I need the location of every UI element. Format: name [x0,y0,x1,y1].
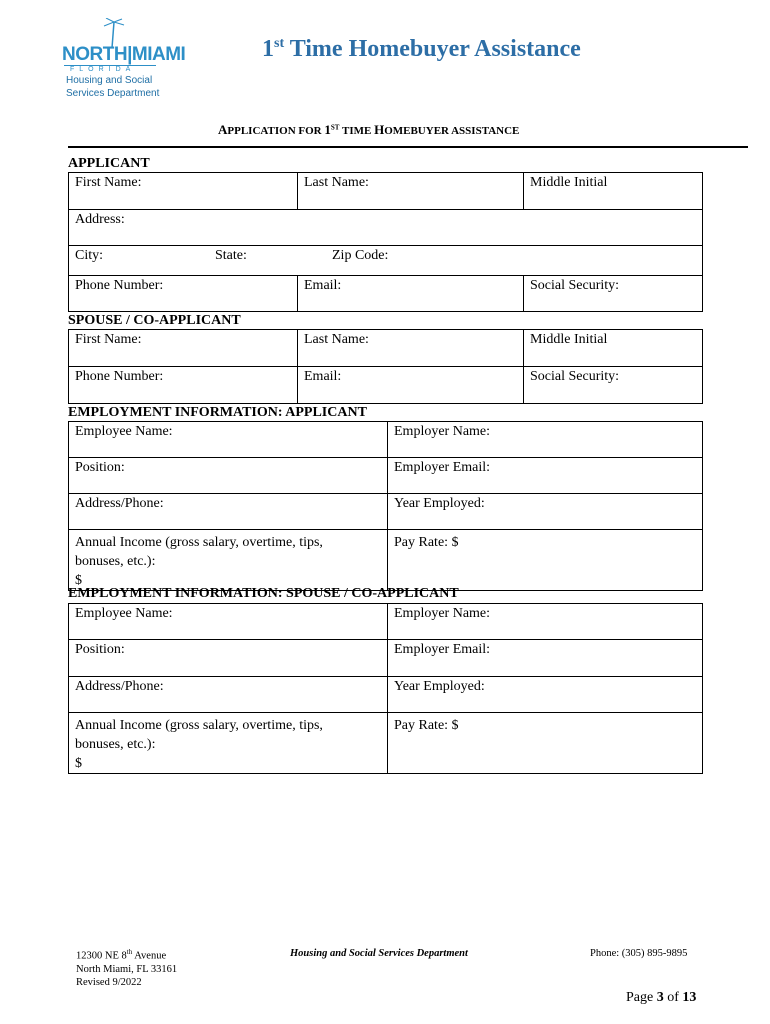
section-applicant: APPLICANT [68,156,150,171]
emp-applicant-address-phone[interactable]: Address/Phone: [69,494,388,530]
applicant-ssn[interactable]: Social Security: [524,276,703,312]
city-logo [62,18,186,100]
applicant-first-name[interactable]: First Name: [69,173,298,210]
section-employment-spouse: EMPLOYMENT INFORMATION: SPOUSE / CO-APPLICANT [68,586,459,601]
applicant-email[interactable]: Email: [298,276,524,312]
footer-department: Housing and Social Services Department [290,948,468,959]
spouse-phone[interactable]: Phone Number: [69,367,298,404]
emp-applicant-pay-rate[interactable]: Pay Rate: $ [388,530,703,591]
form-subtitle: APPLICATION FOR 1ST TIME HOMEBUYER ASSISTANCE [218,122,520,137]
employment-applicant-table [68,421,703,591]
emp-applicant-position[interactable]: Position: [69,458,388,494]
emp-spouse-address-phone[interactable]: Address/Phone: [69,677,388,713]
emp-spouse-employee-name[interactable]: Employee Name: [69,604,388,640]
footer-phone: Phone: (305) 895-9895 [590,948,688,959]
logo-line-2: Services Department [66,88,160,99]
state-label: State: [215,248,247,263]
emp-spouse-year-employed[interactable]: Year Employed: [388,677,703,713]
logo-line-1: Housing and Social [66,75,153,86]
employment-spouse-table [68,603,703,774]
spouse-table [68,329,703,404]
emp-spouse-pay-rate[interactable]: Pay Rate: $ [388,713,703,774]
emp-applicant-employer-email[interactable]: Employer Email: [388,458,703,494]
emp-applicant-annual-income[interactable]: Annual Income (gross salary, overtime, tips, bonuses, etc.): $ [69,530,388,591]
footer-address: 12300 NE 8th Avenue North Miami, FL 33161 Revised 9/2022 [76,948,178,988]
emp-applicant-employee-name[interactable]: Employee Name: [69,422,388,458]
applicant-phone[interactable]: Phone Number: [69,276,298,312]
spouse-email[interactable]: Email: [298,367,524,404]
applicant-last-name[interactable]: Last Name: [298,173,524,210]
city-label: City: [75,248,104,263]
emp-spouse-employer-email[interactable]: Employer Email: [388,640,703,677]
emp-spouse-employer-name[interactable]: Employer Name: [388,604,703,640]
spouse-first-name[interactable]: First Name: [69,330,298,367]
emp-applicant-year-employed[interactable]: Year Employed: [388,494,703,530]
spouse-last-name[interactable]: Last Name: [298,330,524,367]
applicant-middle-initial[interactable]: Middle Initial [524,173,703,210]
emp-applicant-employer-name[interactable]: Employer Name: [388,422,703,458]
header-divider [68,146,748,148]
logo-florida: FLORIDA [70,66,136,73]
applicant-table [68,172,703,312]
section-spouse: SPOUSE / CO-APPLICANT [68,313,241,328]
spouse-ssn[interactable]: Social Security: [524,367,703,404]
spouse-middle-initial[interactable]: Middle Initial [524,330,703,367]
section-employment-applicant: EMPLOYMENT INFORMATION: APPLICANT [68,405,367,420]
logo-wordmark: NORTH|MIAMI [62,44,186,65]
zip-label: Zip Code: [332,248,389,263]
logo-rule [64,65,156,66]
emp-spouse-position[interactable]: Position: [69,640,388,677]
page-title: 1st Time Homebuyer Assistance [262,36,581,62]
emp-spouse-annual-income[interactable]: Annual Income (gross salary, overtime, tips, bonuses, etc.): $ [69,713,388,774]
page-number: Page 3 of 13 [626,990,697,1005]
applicant-city-state-zip[interactable] [69,246,703,276]
applicant-address[interactable]: Address: [69,210,703,246]
